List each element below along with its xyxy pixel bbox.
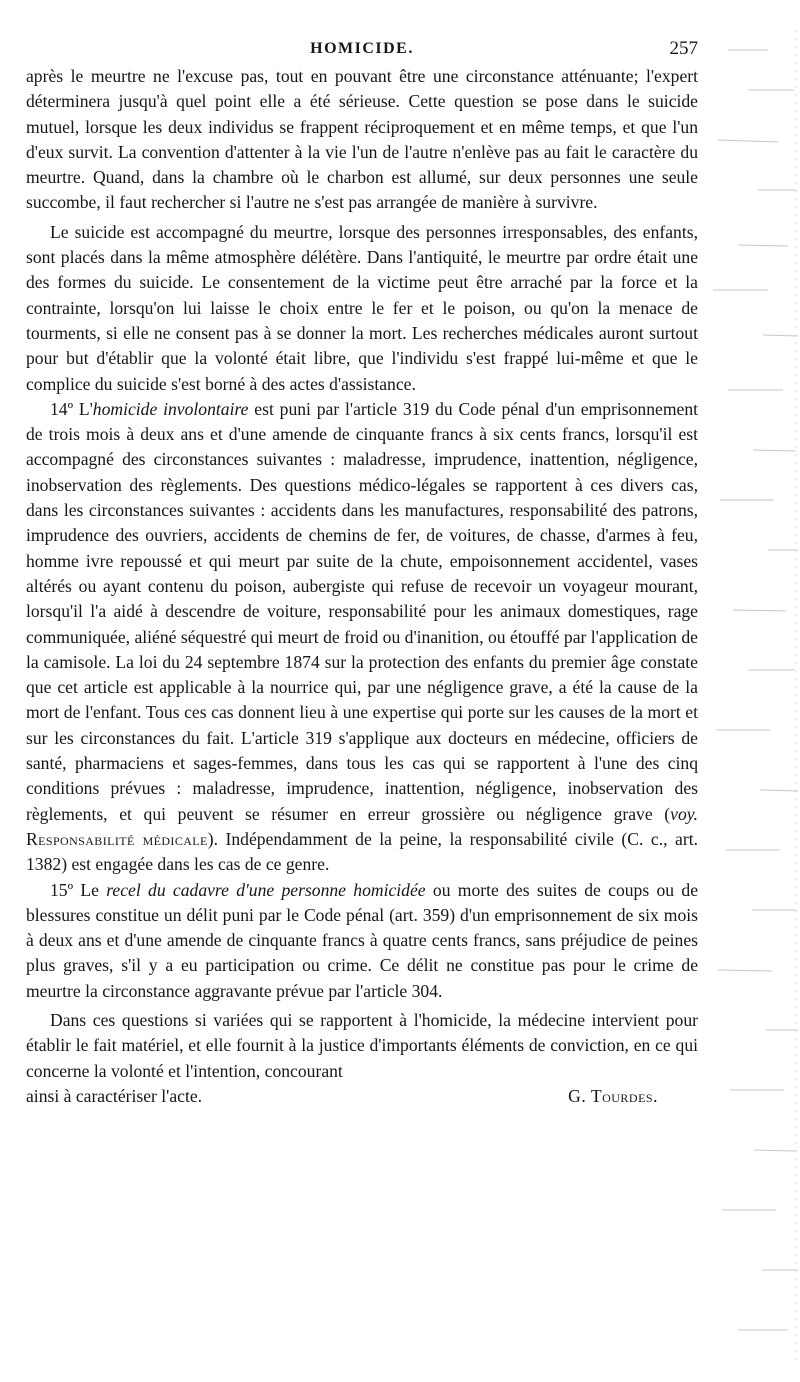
page-header [26,34,698,64]
paragraph-4-body: ou morte des suites de coups ou de blessures constitue un délit puni par le Code pénal (art. 359) d'un emprisonnement de six mois à deux ans et d'une amende de cinquante francs à quatre cents francs, sans préjudice de peines plus graves, s'il y a eu participation ou crime. Ce délit ne constitue pas pour le crime de meurtre la circonstance aggravante prévue par l'article 304. [26,879,699,1001]
paragraph-4-emphasis: recel du cadavre d'une personne homicidée [106,879,426,900]
running-title: HOMICIDE. [310,40,414,57]
closing-text: ainsi à caractériser l'acte. [26,1085,203,1106]
body-text [26,64,698,1109]
page [26,34,698,1109]
paragraph-3-end: ). Indépendamment de la peine, la responsabilité civile (C. c., art. 1382) est engagée dans les cas de ce genre. [26,828,698,875]
paragraph-4-lead: 15º Le [50,879,107,900]
paragraph-3 [26,397,698,878]
paragraph-5: Dans ces questions si variées qui se rapportent à l'homicide, la médecine intervient pour établir le fait matériel, et elle fournit à la justice d'importants éléments de conviction, en ce qui concerne la volonté et l'intention, concourant [26,1009,698,1081]
paragraph-3-emphasis: homicide involontaire [92,398,249,419]
voy-abbrev: voy. [670,803,698,824]
author-signature: G. Tourdes. [568,1085,658,1106]
margin-show-through [708,30,800,1360]
paragraph-3-lead: 14º L' [50,398,93,419]
paragraph-1: après le meurtre ne l'excuse pas, tout en pouvant être une circonstance atténuante; l'expert déterminera jusqu'à quel point elle a été sérieuse. Cette question se pose dans le suicide mutuel, lorsque les deux individus se frappent réciproquement et en même temps, et que l'un d'eux survit. La convention d'attenter à la vie l'un de l'autre n'enlève pas au fait le caractère du meurtre. Quand, dans la chambre où le charbon est allumé, sur deux personnes une seule succombe, il faut rechercher si l'autre ne s'est pas arrangée de manière à survivre. [26,66,698,213]
paragraph-4 [26,878,698,1004]
cross-reference: Responsabilité médicale [26,828,208,849]
paragraph-2: Le suicide est accompagné du meurtre, lorsque des personnes irresponsables, des enfants, sont placés dans la même atmosphère délétère. Dans l'antiquité, le meurtre par ordre était une des formes du suicide. Le consentement de la victime peut être arraché par la force et la contrainte, lorsqu'on lui laisse le choix entre le fer et le poison, ou qu'on la menace de tourments, si elle ne consent pas à se donner la mort. Les recherches médicales auront surtout pour but d'établir que la volonté était libre, que l'individu s'est frappé lui-même et que le complice du suicide s'est borné à des actes d'assistance. [26,221,698,394]
page-number: 257 [669,38,698,59]
paragraph-3-body: est puni par l'article 319 du Code pénal d'un emprisonnement de trois mois à deux ans et d'une amende de cinquante francs à six cents francs, lorsqu'il est accompagné des circonstances suivantes : maladresse, imprudence, inattention, négligence, inobservation des règlements. Des questions médico-légales se rapportent à ces divers cas, dans les circonstances suivantes : accidents dans les manufactures, responsabilité des patrons, imprudence des ouvriers, accidents de chemins de fer, de voitures, de chasse, d'armes à feu, homme ivre repoussé et qui meurt par suite de la chute, empoisonnement accidentel, vases altérés ou ayant contenu du poison, aubergiste qui refuse de recevoir un voyageur mourant, lorsqu'il l'a aidé à descendre de voiture, responsabilité pour les animaux domestiques, rage communiquée, aliéné séquestré qui meurt de froid ou d'inanition, ou étouffé par l'application de la camisole. La loi du 24 septembre 1874 sur la protection des enfants du premier âge constate que cet article est applicable à la nourrice qui, par une négligence grave, a été la cause de la mort de l'enfant. Tous ces cas donnent lieu à une expertise qui porte sur les causes de la mort et sur les circonstances du fait. L'article 319 s'applique aux docteurs en médecine, officiers de santé, pharmaciens et sages-femmes, dans tous les cas qui se rapportent à l'une des cinq conditions prévues : maladresse, imprudence, inattention, négligence, inobservation des règlements, et qui peuvent se résumer en erreur grossière ou négligence grave ( [26,398,698,824]
closing-line [26,1084,698,1109]
